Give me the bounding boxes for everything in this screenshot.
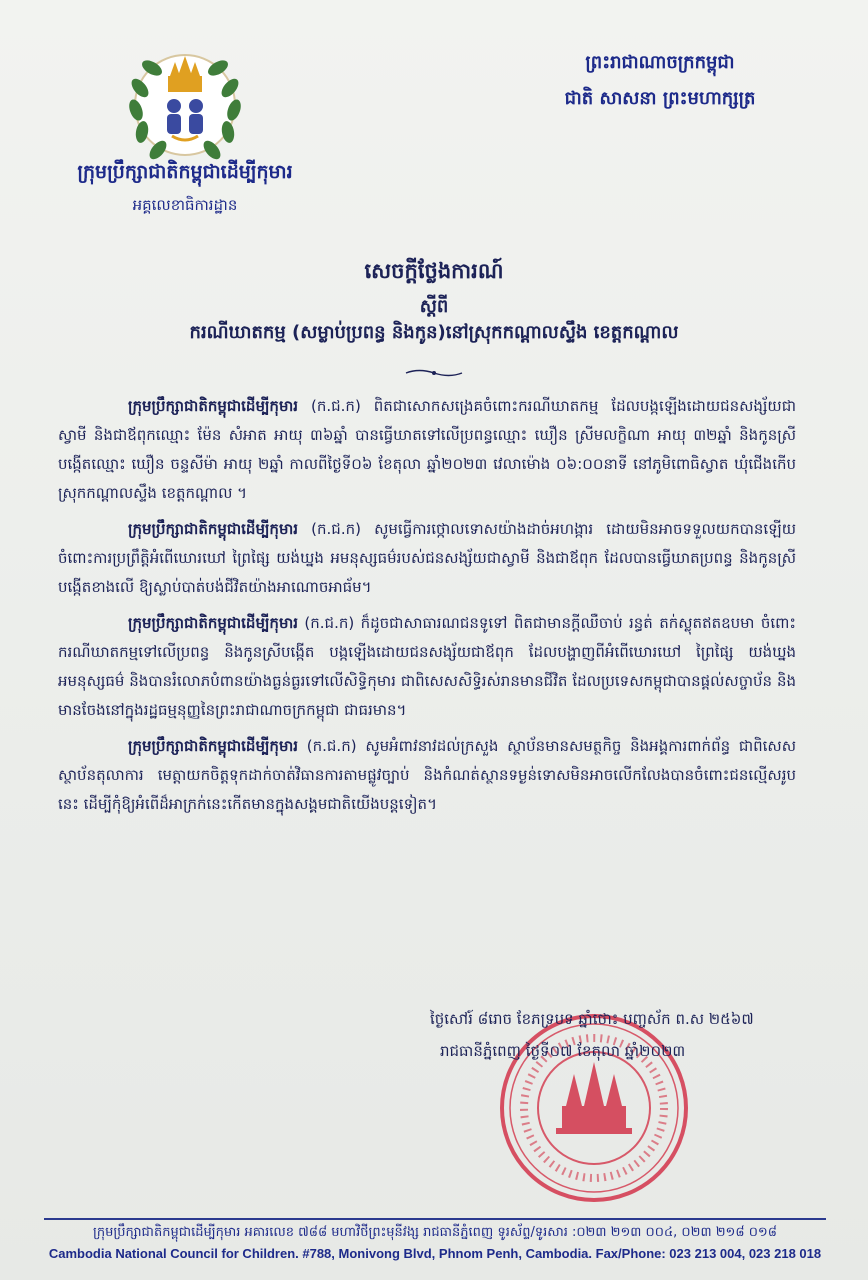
org-reference: ក្រុមប្រឹក្សាជាតិកម្ពុជាដើម្បីកុមារ [128, 614, 298, 632]
org-reference: ក្រុមប្រឹក្សាជាតិកម្ពុជាដើម្បីកុមារ [128, 737, 298, 755]
statement-about: ស្តីពី [419, 296, 449, 317]
footer-address-khmer: ក្រុមប្រឹក្សាជាតិកម្ពុជាដើម្បីកុមារ អគារលេខ ៧៨៨ មហាវិថីព្រះមុនីវង្ស រាជធានីភ្នំពេញ ទូរស័ព្ទ/ទូរសារ :០២៣ ២១៣ ០០៤, ០២៣ ២១៨ ០១៨ [93, 1225, 777, 1240]
org-reference: ក្រុមប្រឹក្សាជាតិកម្ពុជាដើម្បីកុមារ [128, 520, 298, 538]
footer-divider [44, 1218, 826, 1220]
official-seal-icon [496, 1010, 692, 1206]
org-reference: ក្រុមប្រឹក្សាជាតិកម្ពុជាដើម្បីកុមារ [128, 397, 298, 415]
solar-date: រាជធានីភ្នំពេញ ថ្ងៃទី០៧ ខែតុលា ឆ្នាំ២០២៣ [440, 1042, 686, 1060]
paragraph-text: (ក.ជ.ក) ក៏ដូចជាសាធារណជនទូទៅ ពិតជាមានក្តីឈឺចាប់ រន្ធត់ តក់ស្លុតឥតឧបមា ចំពោះករណីឃាតកម្មទៅលើប្រពន្ធ និងកូនស្រីបង្កើត បង្កឡើងដោយជនសង្ស័យជាឪពុក ដែលបង្ហាញពីអំពើឃោរឃៅ ព្រៃផ្សៃ យង់ឃ្នង អមនុស្សធម៌ និងបានរំលោភបំពានយ៉ាងធ្ងន់ធ្ងរទៅលើសិទ្ធិកុមារ ជាពិសេសសិទ្ធិរស់រានមានជីវិត ដែលប្រទេសកម្ពុជាបានផ្តល់សច្ចាប័ន និងមានចែងនៅក្នុងរដ្ឋធម្មនុញ្ញនៃព្រះរាជាណាចក្រកម្ពុជា ជាធរមាន។ [58, 614, 796, 719]
ornament-divider-icon [404, 368, 464, 378]
paragraph-text: (ក.ជ.ក) សូមអំពាវនាវដល់ក្រសួង ស្ថាប័នមានសមត្ថកិច្ច និងអង្គការពាក់ព័ន្ធ ជាពិសេសស្ថាប័នតុលាការ មេត្តាយកចិត្តទុកដាក់ចាត់វិធានការតាមផ្លូវច្បាប់ និងកំណត់ស្ថានទម្ងន់ទោសមិនអាចលើកលែងបានចំពោះជនល្មើសរូបនេះ ដើម្បីកុំឱ្យអំពើដ៏អាក្រក់នេះកើតមានក្នុងសង្គមជាតិយើងបន្តទៀត។ [58, 737, 796, 813]
kingdom-heading: ព្រះរាជាណាចក្រកម្ពុជា [585, 52, 735, 73]
org-subtitle: អគ្គលេខាធិការដ្ឋាន [132, 196, 238, 214]
lunar-date: ថ្ងៃសៅរ៍ ៨រោច ខែភទ្របទ ឆ្នាំថោះ បញ្ចស័ក ព.ស ២៥៦៧ [430, 1010, 754, 1028]
national-motto: ជាតិ សាសនា ព្រះមហាក្សត្រ [564, 88, 756, 109]
footer-address-english: Cambodia National Council for Children. #788, Monivong Blvd, Phnom Penh, Cambodia. Fax/Phone: 023 213 004, 023 218 018 [48, 1246, 822, 1261]
paragraph-text: (ក.ជ.ក) ពិតជាសោកសង្រេគចំពោះករណីឃាតកម្ម ដែលបង្កឡើងដោយជនសង្ស័យជាស្វាមី និងជាឪពុកឈ្មោះ ម៉ែន សំអាត អាយុ ៣៦ឆ្នាំ បានធ្វើឃាតទៅលើប្រពន្ធឈ្មោះ ឃឿន ស្រីមលក្ខិណា អាយុ ៣២ឆ្នាំ និងកូនស្រីបង្កើតឈ្មោះ ឃឿន ចន្ទសីម៉ា អាយុ ២ឆ្នាំ កាលពីថ្ងៃទី០៦ ខែតុលា ឆ្នាំ២០២៣ វេលាម៉ោង ០៦:០០នាទី នៅភូមិពោធិស្វាត ឃុំជើងកើប ស្រុកកណ្តាលស្ទឹង ខេត្តកណ្តាល ។ [58, 397, 796, 502]
statement-body [58, 392, 796, 826]
paragraph-3 [58, 609, 796, 725]
statement-subject: ករណីឃាតកម្ម (សម្លាប់ប្រពន្ធ និងកូន)នៅស្រុកកណ្តាលស្ទឹង ខេត្តកណ្តាល [189, 322, 679, 343]
paragraph-4 [58, 732, 796, 819]
paragraph-text: (ក.ជ.ក) សូមធ្វើការថ្កោលទោសយ៉ាងដាច់អហង្ការ ដោយមិនអាចទទួលយកបានឡើយ ចំពោះការប្រព្រឹត្តិអំពើឃោរឃៅ ព្រៃផ្សៃ យង់ឃ្នង អមនុស្សធម៌របស់ជនសង្ស័យជាស្វាមី និងជាឪពុក ដែលបានធ្វើឃាតប្រពន្ធ និងកូនស្រីបង្កើតខាងលើ ឱ្យស្លាប់បាត់បង់ជីវិតយ៉ាងអាណោចអាធ័ម។ [58, 520, 796, 596]
org-name: ក្រុមប្រឹក្សាជាតិកម្ពុជាដើម្បីកុមារ [77, 161, 293, 183]
paragraph-1 [58, 392, 796, 508]
paragraph-2 [58, 515, 796, 602]
cncc-logo-icon [120, 40, 250, 170]
statement-title: សេចក្តីថ្លែងការណ៍ [364, 259, 504, 283]
